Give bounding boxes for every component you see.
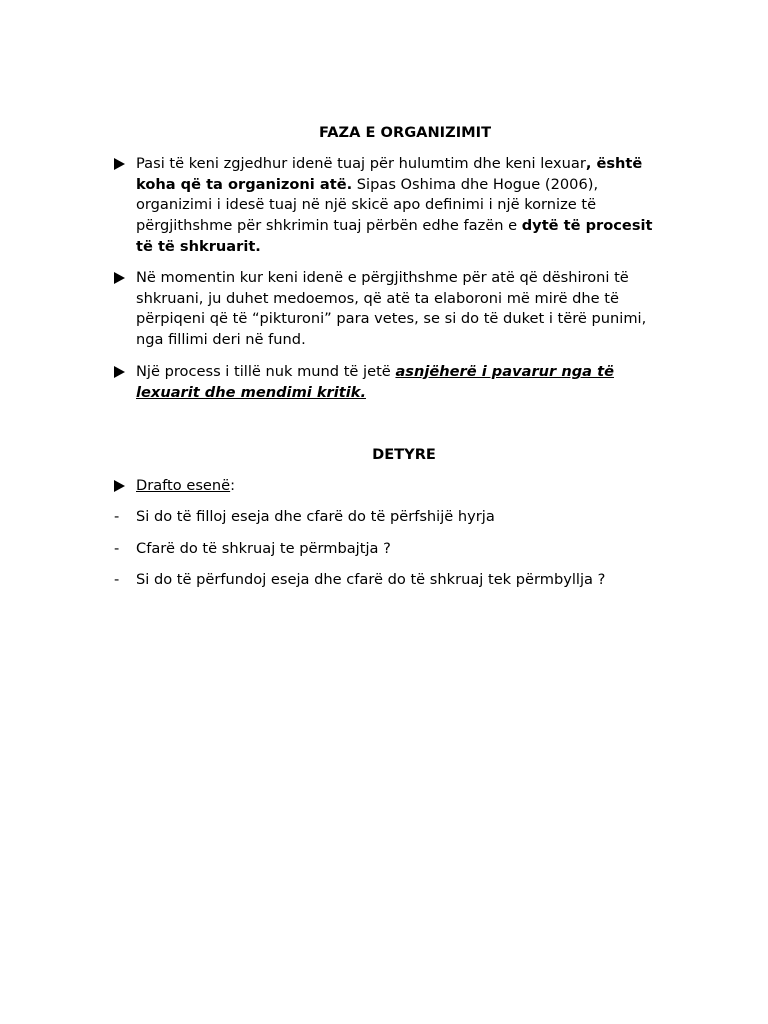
dash-item-text: Si do të përfundoj eseja dhe cfarë do të shkruaj tek përmbyllja ? bbox=[136, 571, 606, 588]
section-title-organizimit: FAZA E ORGANIZIMIT bbox=[318, 124, 492, 141]
task-text: Drafto esenë: bbox=[136, 477, 236, 494]
bullet-arrow-icon bbox=[114, 476, 134, 499]
list-item-text: Në momentin kur keni idenë e përgjithshme për atë që dëshironi të shkruani, ju duhet medoemos, që atë ta elaboroni më mirë dhe të përpiqeni që të “pikturoni” para vetes, se si do të duket i tërë punimi, nga fillimi deri në fund. bbox=[136, 269, 647, 349]
bullet-arrow-icon bbox=[114, 362, 134, 385]
dash-marker: - bbox=[114, 508, 120, 525]
bullet-arrow-icon bbox=[114, 154, 134, 177]
bullet-arrow-icon bbox=[114, 268, 134, 291]
dash-item-text: Si do të filloj eseja dhe cfarë do të përfshijë hyrja bbox=[136, 508, 495, 525]
dash-marker: - bbox=[114, 540, 120, 557]
dash-marker: - bbox=[114, 571, 120, 588]
list-item-text: Pasi të keni zgjedhur idenë tuaj për hulumtim dhe keni lexuar, është koha që ta organizoni atë. Sipas Oshima dhe Hogue (2006), organizimi i idesë tuaj në një skicë apo definimi i një kornize të përgjithshme për shkrimin tuaj përbën edhe fazën e dytë të procesit të të shkruarit. bbox=[136, 155, 653, 255]
dash-item-text: Cfarë do të shkruaj te përmbajtja ? bbox=[136, 540, 391, 557]
section-title-detyre: DETYRE bbox=[372, 446, 436, 463]
list-item-text: Një process i tillë nuk mund të jetë asnjëherë i pavarur nga të lexuarit dhe mendimi kritik. bbox=[136, 363, 614, 401]
